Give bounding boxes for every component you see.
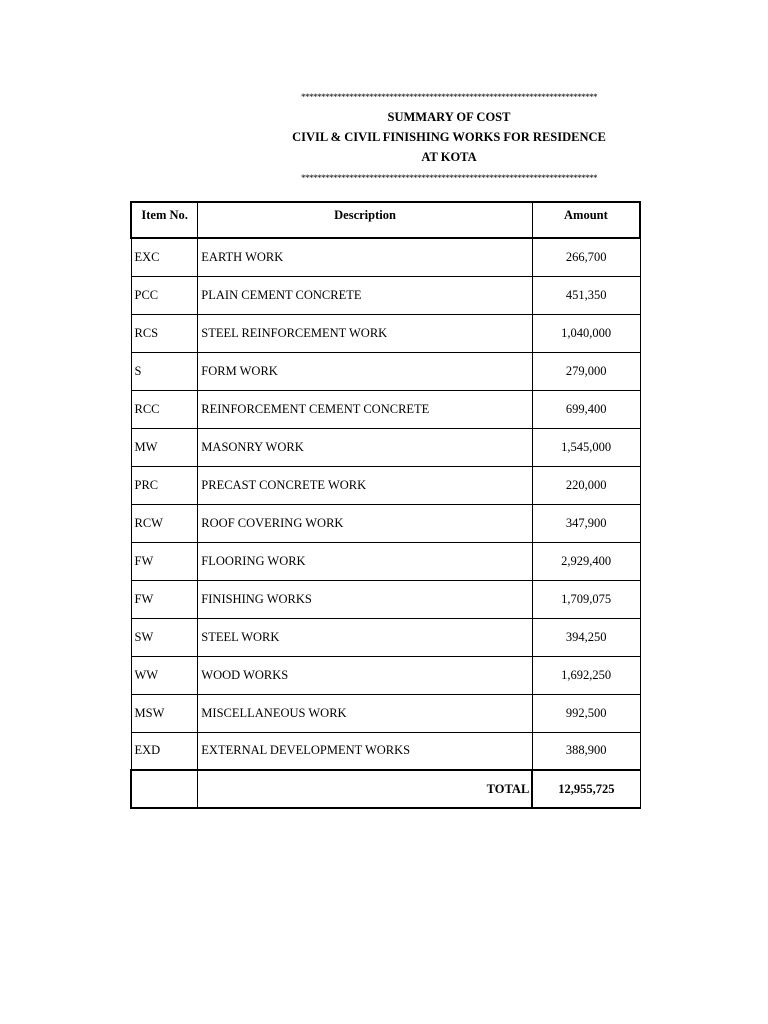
table-row [131, 504, 640, 542]
amount-cell: 1,709,075 [532, 580, 640, 618]
table-row [131, 428, 640, 466]
table-row [131, 542, 640, 580]
table-header-row [131, 202, 640, 238]
description-cell: FINISHING WORKS [198, 580, 532, 618]
description-cell: EARTH WORK [198, 238, 532, 276]
total-label: TOTAL [198, 770, 532, 808]
description-cell: WOOD WORKS [198, 656, 532, 694]
table-row [131, 466, 640, 504]
item-no-cell: FW [131, 542, 198, 580]
column-header-item-no: Item No. [131, 202, 198, 238]
description-cell: PLAIN CEMENT CONCRETE [198, 276, 532, 314]
amount-cell: 992,500 [532, 694, 640, 732]
document-header [283, 92, 615, 183]
amount-cell: 451,350 [532, 276, 640, 314]
table-row [131, 390, 640, 428]
star-divider-bottom: ************************************************************************** [301, 173, 597, 183]
star-divider-top: ************************************************************************** [301, 92, 597, 102]
total-row [131, 770, 640, 808]
document-title: SUMMARY OF COST [387, 110, 511, 124]
cost-summary-table [130, 201, 641, 809]
total-amount: 12,955,725 [532, 770, 640, 808]
table-row [131, 276, 640, 314]
description-cell: ROOF COVERING WORK [198, 504, 532, 542]
description-cell: STEEL WORK [198, 618, 532, 656]
description-cell: MISCELLANEOUS WORK [198, 694, 532, 732]
table-row [131, 580, 640, 618]
item-no-cell: MSW [131, 694, 198, 732]
item-no-cell: RCS [131, 314, 198, 352]
table-row [131, 238, 640, 276]
amount-cell: 1,692,250 [532, 656, 640, 694]
item-no-cell: SW [131, 618, 198, 656]
item-no-cell: WW [131, 656, 198, 694]
amount-cell: 388,900 [532, 732, 640, 770]
amount-cell: 1,040,000 [532, 314, 640, 352]
total-empty-cell [131, 770, 198, 808]
description-cell: FORM WORK [198, 352, 532, 390]
table-row [131, 352, 640, 390]
description-cell: REINFORCEMENT CEMENT CONCRETE [198, 390, 532, 428]
item-no-cell: RCW [131, 504, 198, 542]
description-cell: MASONRY WORK [198, 428, 532, 466]
amount-cell: 279,000 [532, 352, 640, 390]
description-cell: PRECAST CONCRETE WORK [198, 466, 532, 504]
item-no-cell: PRC [131, 466, 198, 504]
document-subtitle: CIVIL & CIVIL FINISHING WORKS FOR RESIDENCE [292, 130, 606, 144]
table-body [131, 238, 640, 808]
table-row [131, 618, 640, 656]
amount-cell: 266,700 [532, 238, 640, 276]
item-no-cell: S [131, 352, 198, 390]
amount-cell: 699,400 [532, 390, 640, 428]
table-row [131, 656, 640, 694]
amount-cell: 2,929,400 [532, 542, 640, 580]
table-row [131, 694, 640, 732]
item-no-cell: EXC [131, 238, 198, 276]
column-header-description: Description [198, 202, 532, 238]
amount-cell: 394,250 [532, 618, 640, 656]
document-location: AT KOTA [421, 150, 477, 164]
column-header-amount: Amount [532, 202, 640, 238]
amount-cell: 347,900 [532, 504, 640, 542]
description-cell: EXTERNAL DEVELOPMENT WORKS [198, 732, 532, 770]
item-no-cell: PCC [131, 276, 198, 314]
amount-cell: 1,545,000 [532, 428, 640, 466]
amount-cell: 220,000 [532, 466, 640, 504]
item-no-cell: EXD [131, 732, 198, 770]
item-no-cell: FW [131, 580, 198, 618]
description-cell: STEEL REINFORCEMENT WORK [198, 314, 532, 352]
item-no-cell: MW [131, 428, 198, 466]
table-row [131, 732, 640, 770]
item-no-cell: RCC [131, 390, 198, 428]
description-cell: FLOORING WORK [198, 542, 532, 580]
table-row [131, 314, 640, 352]
